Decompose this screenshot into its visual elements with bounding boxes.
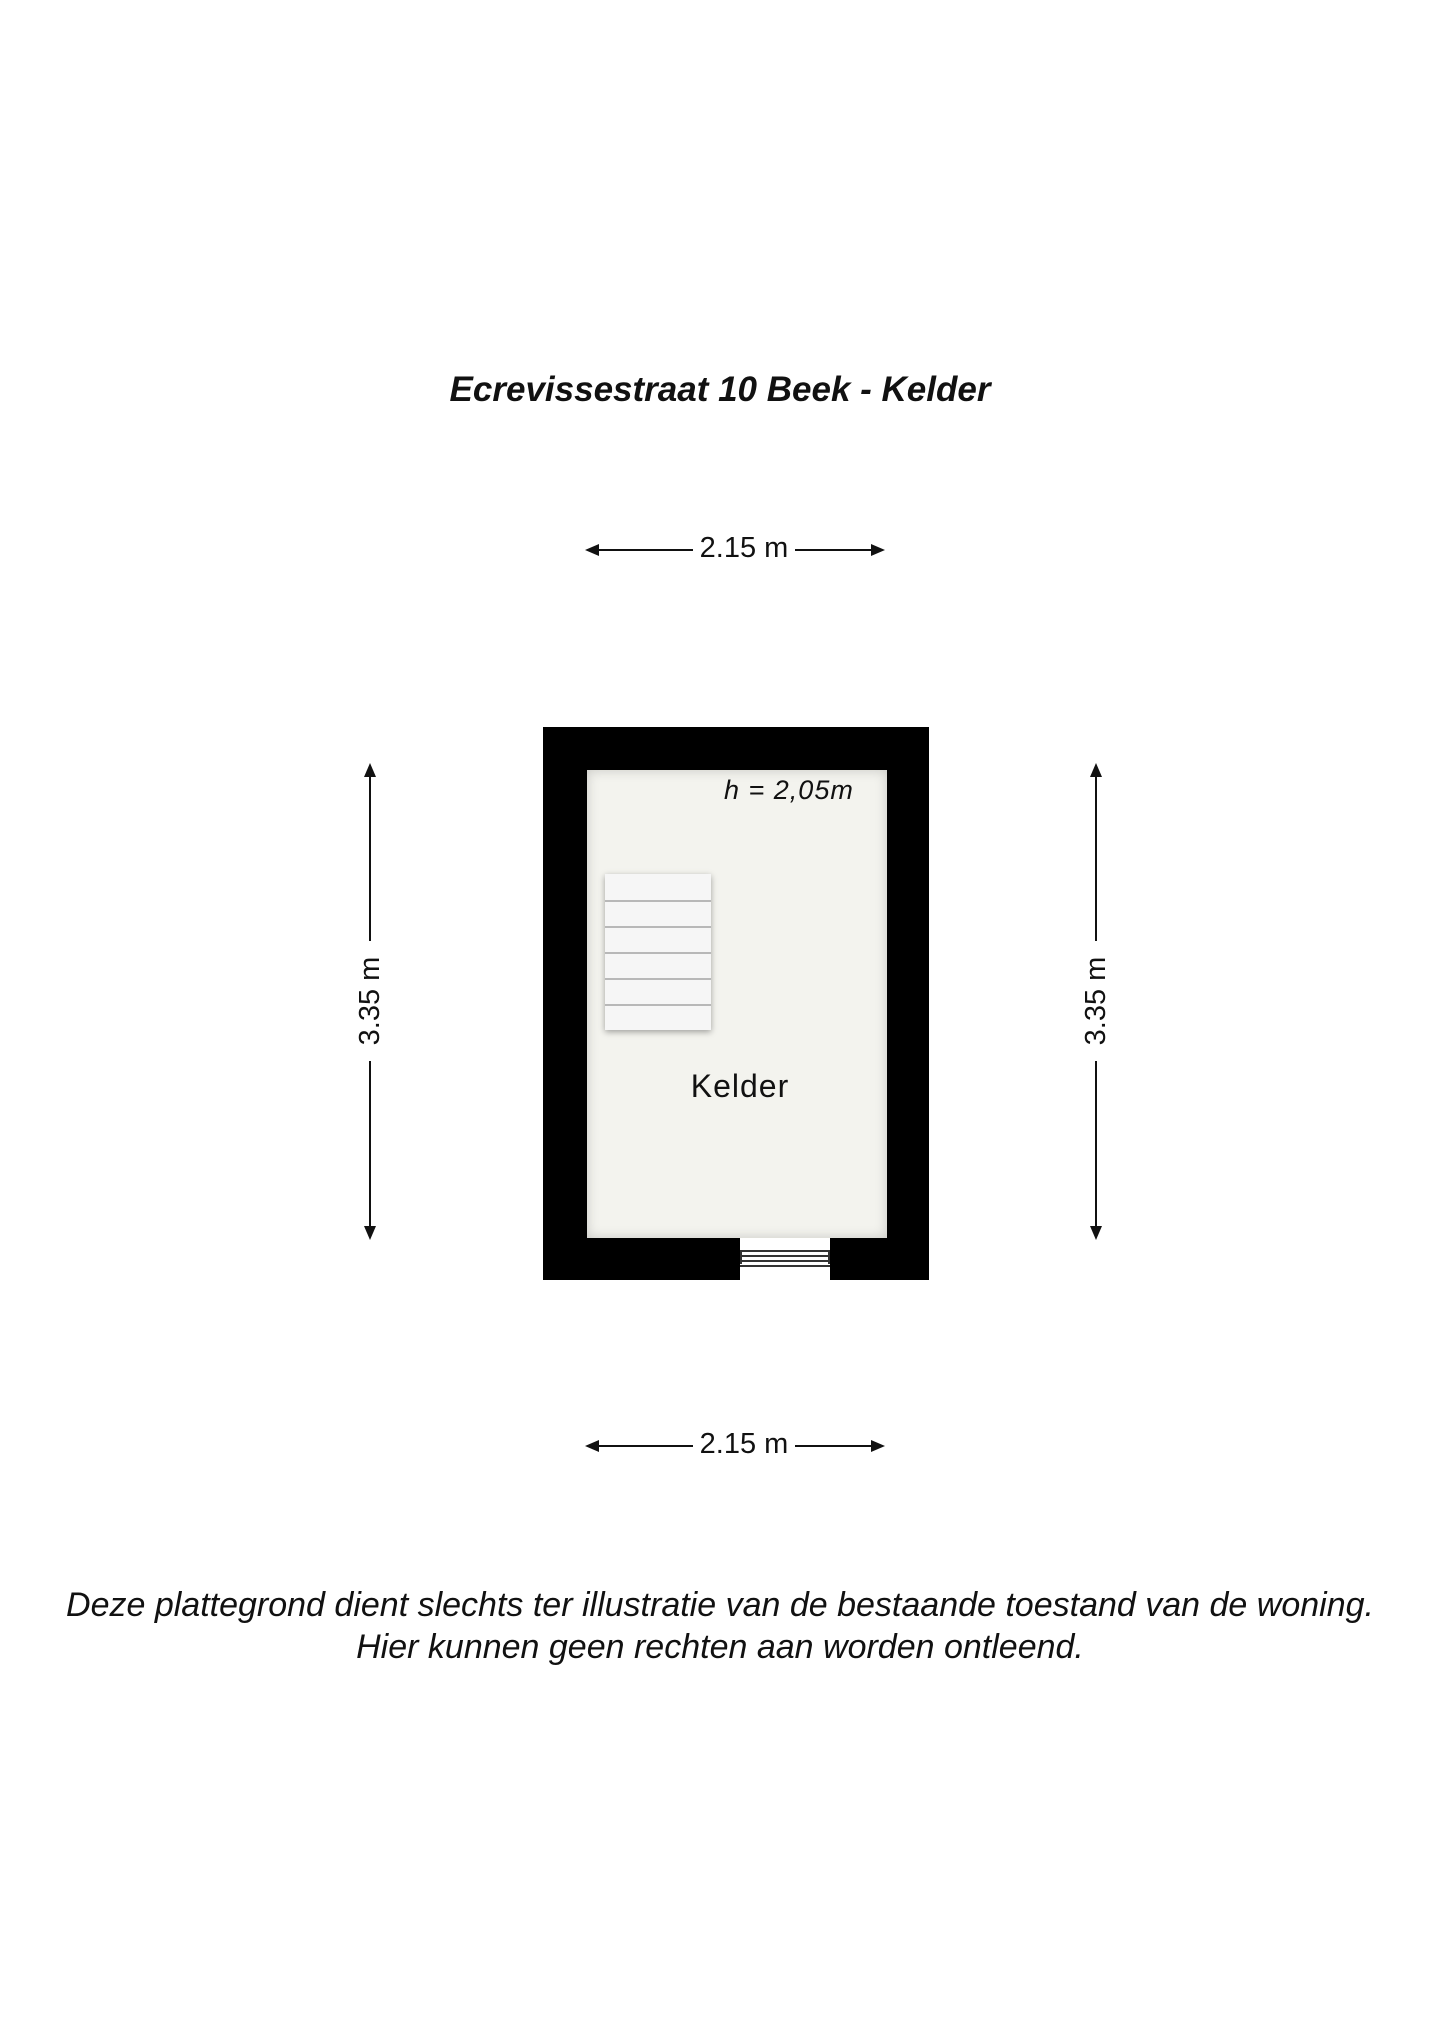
dimension-right bbox=[1076, 763, 1116, 1240]
plan-title: Ecrevissestraat 10 Beek - Kelder bbox=[449, 370, 991, 409]
dimension-line bbox=[795, 1445, 877, 1447]
dimension-line bbox=[593, 1445, 693, 1447]
dimension-line bbox=[1095, 1061, 1097, 1229]
dimension-bottom-label: 2.15 m bbox=[699, 1428, 789, 1460]
stair-step bbox=[605, 1004, 711, 1006]
stair-step bbox=[605, 978, 711, 980]
stair-step bbox=[605, 952, 711, 954]
dimension-line bbox=[593, 549, 693, 551]
dimension-line bbox=[795, 549, 877, 551]
room-height-label: h = 2,05m bbox=[724, 775, 854, 805]
dimension-left-label: 3.35 m bbox=[354, 956, 386, 1046]
arrow-right-icon bbox=[871, 544, 885, 556]
window-line bbox=[740, 1265, 830, 1267]
disclaimer-line-2: Hier kunnen geen rechten aan worden ontleend. bbox=[356, 1628, 1084, 1666]
arrow-right-icon bbox=[871, 1440, 885, 1452]
stair-step bbox=[605, 926, 711, 928]
window-icon bbox=[740, 1238, 830, 1280]
dimension-right-label: 3.35 m bbox=[1080, 956, 1112, 1046]
stairs-icon bbox=[605, 874, 711, 1030]
window-line bbox=[740, 1260, 830, 1262]
stair-step bbox=[605, 900, 711, 902]
dimension-top bbox=[585, 530, 885, 570]
window-line bbox=[740, 1255, 830, 1257]
dimension-left bbox=[350, 763, 390, 1240]
disclaimer bbox=[0, 1584, 1440, 1668]
dimension-line bbox=[369, 1061, 371, 1229]
dimension-top-label: 2.15 m bbox=[699, 532, 789, 564]
room-name-label: Kelder bbox=[690, 1068, 790, 1104]
arrow-down-icon bbox=[364, 1226, 376, 1240]
disclaimer-line-1: Deze plattegrond dient slechts ter illustratie van de bestaande toestand van de woning. bbox=[66, 1586, 1374, 1624]
arrow-down-icon bbox=[1090, 1226, 1102, 1240]
window-frame bbox=[740, 1252, 830, 1264]
dimension-line bbox=[369, 775, 371, 941]
dimension-bottom bbox=[585, 1426, 885, 1466]
dimension-line bbox=[1095, 775, 1097, 941]
